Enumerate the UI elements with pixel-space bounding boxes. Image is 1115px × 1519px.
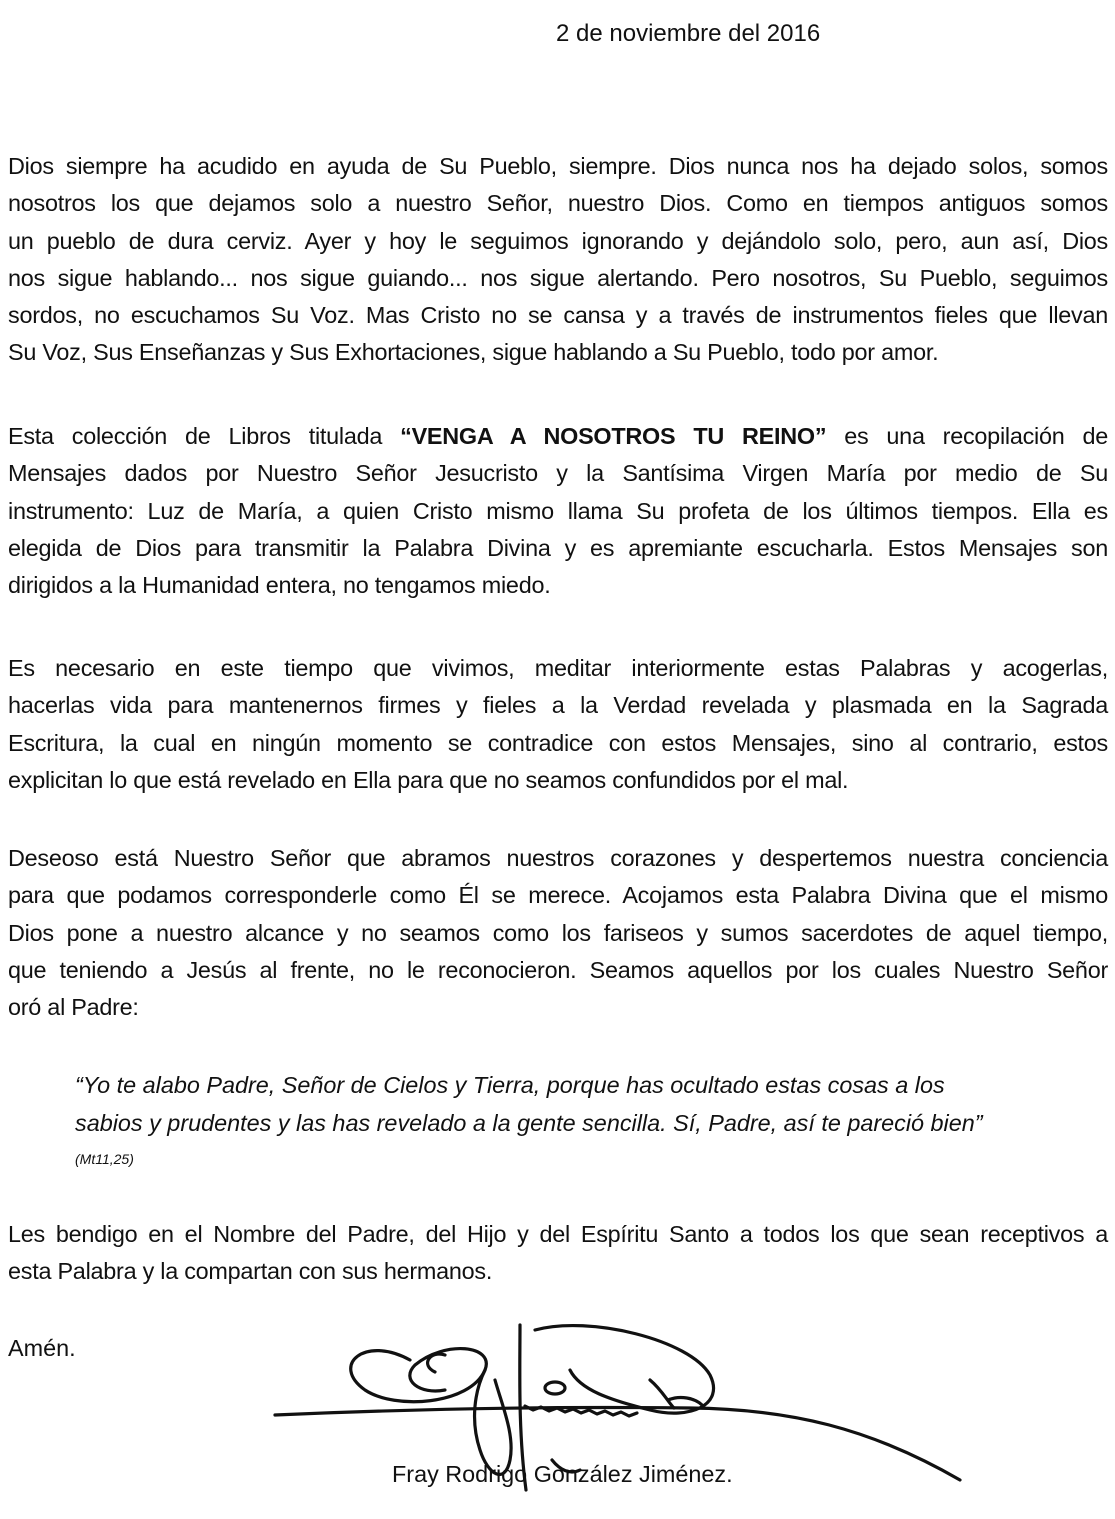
paragraph-line: oró al Padre:: [8, 994, 139, 1021]
closing-text: Amén.: [8, 1335, 76, 1361]
paragraph-line: Es necesario en este tiempo que vivimos, meditar interiormente estas Palabras y acogerlas,: [8, 655, 1108, 681]
paragraph-line: Dios siempre ha acudido en ayuda de Su Pueblo, siempre. Dios nunca nos ha dejado solos, somos: [8, 153, 1108, 179]
collection-title: “VENGA A NOSOTROS TU REINO”: [400, 423, 827, 449]
paragraph-line: Su Voz, Sus Enseñanzas y Sus Exhortaciones, sigue hablando a Su Pueblo, todo por amor.: [8, 339, 939, 366]
paragraph-line: Mensajes dados por Nuestro Señor Jesucristo y la Santísima Virgen María por medio de Su: [8, 460, 1108, 487]
paragraph-line: [8, 418, 1108, 455]
paragraph-5: [8, 1216, 1108, 1291]
paragraph-text: Esta colección de Libros titulada: [8, 423, 401, 449]
paragraph-line: Deseoso está Nuestro Señor que abramos nuestros corazones y despertemos nuestra conciencia: [8, 845, 1108, 871]
paragraph-line: nos sigue hablando... nos sigue guiando... nos sigue alertando. Pero nosotros, Su Pueblo, seguimos: [8, 264, 1108, 291]
quote-reference: (Mt11,25): [75, 1151, 134, 1167]
paragraph-line: Dios pone a nuestro alcance y no seamos como los fariseos y sumos sacerdotes de aquel tiempo,: [8, 919, 1108, 946]
quote-line: sabios y prudentes y las has revelado a la gente sencilla. Sí, Padre, así te pareció bien”: [75, 1110, 983, 1136]
bible-quote: [75, 1066, 1075, 1142]
paragraph-line: dirigidos a la Humanidad entera, no tengamos miedo.: [8, 572, 551, 599]
paragraph-line: explicitan lo que está revelado en Ella para que no seamos confundidos por el mal.: [8, 766, 849, 793]
paragraph-4: [8, 840, 1108, 1026]
paragraph-line: esta Palabra y la compartan con sus hermanos.: [8, 1258, 493, 1285]
paragraph-line: que teniendo a Jesús al frente, no le reconocieron. Seamos aquellos por los cuales Nuestro Señor: [8, 956, 1108, 983]
paragraph-text: es una recopilación de: [826, 423, 1108, 449]
paragraph-line: sordos, no escuchamos Su Voz. Mas Cristo no se cansa y a través de instrumentos fieles que llevan: [8, 302, 1108, 329]
letter-date: 2 de noviembre del 2016: [556, 20, 821, 47]
quote-line: “Yo te alabo Padre, Señor de Cielos y Tierra, porque has ocultado estas cosas a los: [75, 1072, 945, 1098]
paragraph-line: elegida de Dios para transmitir la Palabra Divina y es apremiante escucharla. Estos Mensajes son: [8, 534, 1108, 561]
paragraph-2: [8, 418, 1108, 604]
signer-name: Fray Rodrigo González Jiménez.: [392, 1461, 733, 1487]
paragraph-line: instrumento: Luz de María, a quien Cristo mismo llama Su profeta de los últimos tiempos. Ella es: [8, 497, 1108, 524]
paragraph-line: Escritura, la cual en ningún momento se contradice con estos Mensajes, sino al contrario, estos: [8, 729, 1108, 756]
paragraph-line: Les bendigo en el Nombre del Padre, del Hijo y del Espíritu Santo a todos los que sean receptivos a: [8, 1221, 1108, 1247]
paragraph-line: hacerlas vida para mantenernos firmes y fieles a la Verdad revelada y plasmada en la Sagrada: [8, 692, 1108, 719]
paragraph-line: un pueblo de dura cerviz. Ayer y hoy le seguimos ignorando y dejándolo solo, pero, aun así, Dios: [8, 227, 1108, 254]
paragraph-line: para que podamos corresponderle como Él se merece. Acojamos esta Palabra Divina que el mismo: [8, 882, 1108, 909]
paragraph-line: nosotros los que dejamos solo a nuestro Señor, nuestro Dios. Como en tiempos antiguos somos: [8, 190, 1108, 217]
paragraph-3: [8, 650, 1108, 799]
paragraph-1: [8, 148, 1108, 372]
